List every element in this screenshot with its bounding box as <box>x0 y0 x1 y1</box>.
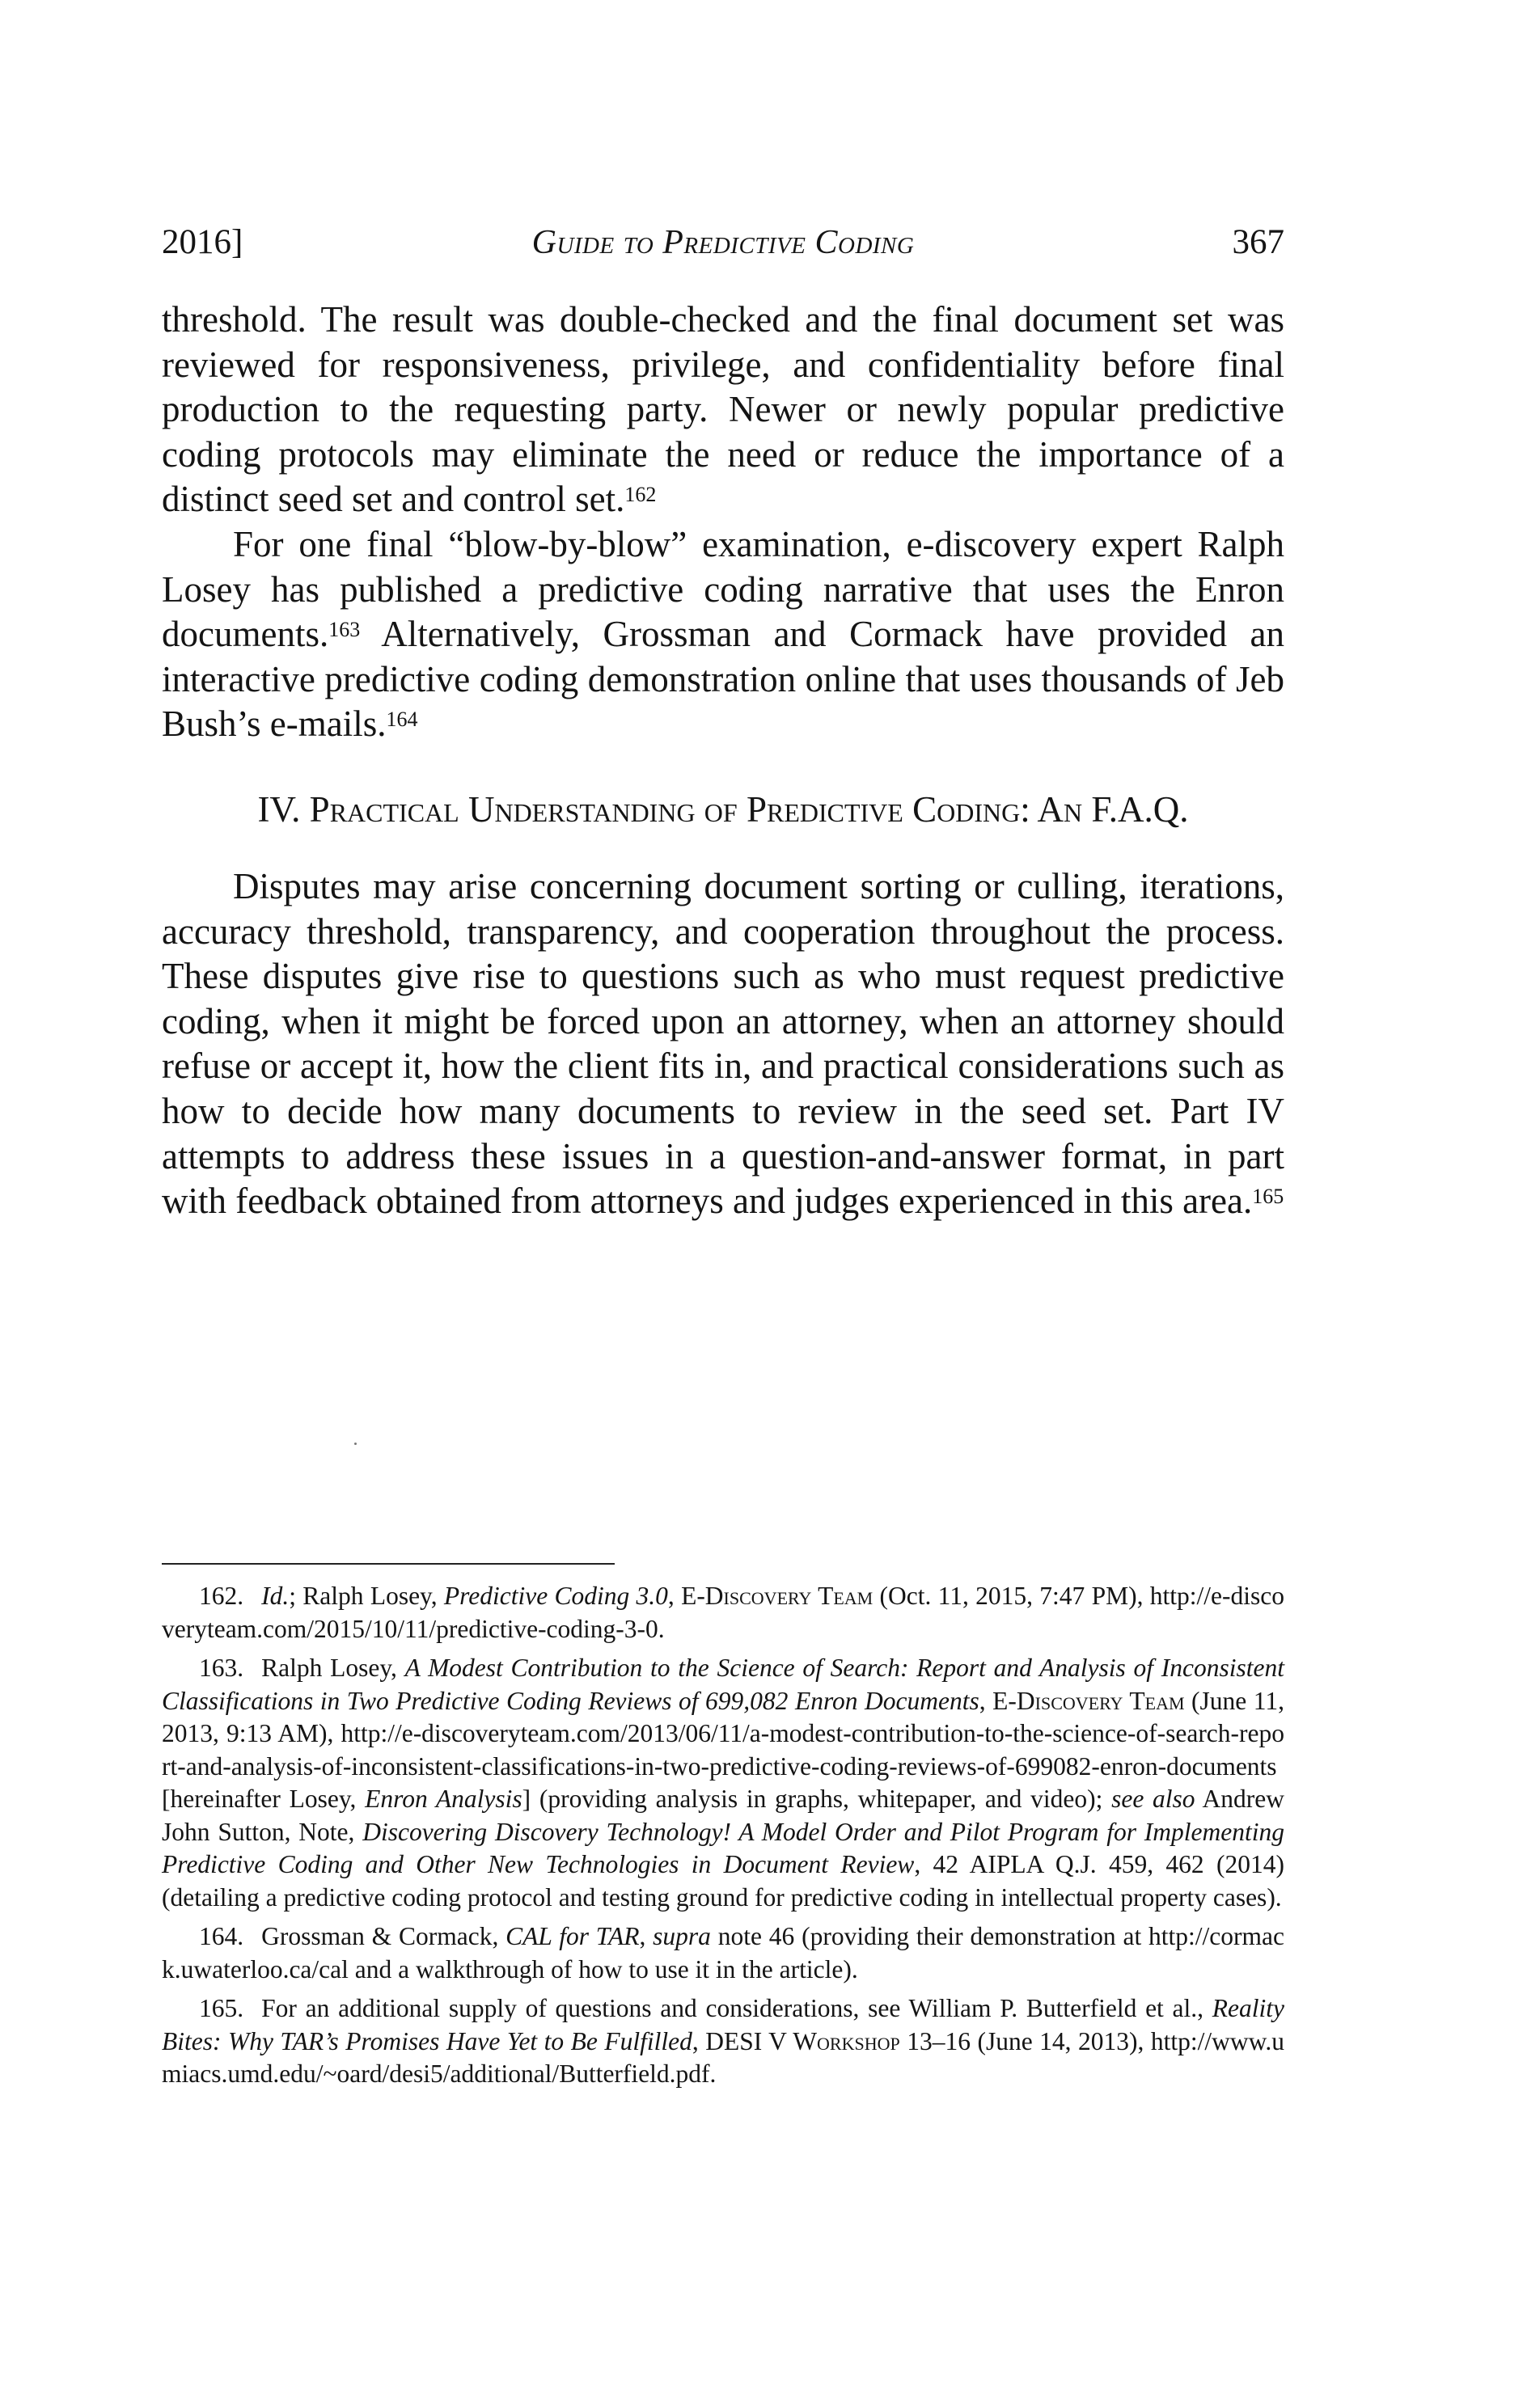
footnote-ref-162: 162 <box>624 483 657 507</box>
footnote-text: and a walkthrough of how to use it in the article). <box>348 1954 858 1983</box>
citation-title: Reality Bites: Why TAR’s Promises Have Yet to Be Fulfilled <box>162 1994 1284 2055</box>
citation-url[interactable]: http://e-discoveryteam.com/2013/06/11/a-modest-contribution-to-the-science-of-search-report-and-analysis-of-inconsistent-classifications-in-two-predictive-coding-reviews-of-699082-enron-documents <box>162 1719 1284 1781</box>
supra-signal: supra <box>653 1922 711 1950</box>
footnote-text: ; Ralph Losey, <box>289 1582 444 1610</box>
short-title: Enron Analysis <box>365 1785 522 1813</box>
footnote-162 <box>162 1580 1284 1645</box>
header-year: 2016] <box>162 223 243 261</box>
footnote-ref-165: 165 <box>1252 1185 1284 1209</box>
paragraph-2 <box>162 522 1284 747</box>
citation-title: CAL for TAR <box>505 1922 640 1950</box>
footnote-text: 13–16 (June 14, 2013), <box>899 2026 1151 2055</box>
footnote-number: 165. <box>199 1994 244 2022</box>
citation-source: E-Discovery Team <box>992 1686 1185 1715</box>
footnotes <box>162 1580 1284 2097</box>
running-header <box>162 220 1284 265</box>
footnote-text: , <box>639 1922 654 1950</box>
header-title: Guide to Predictive Coding <box>531 224 915 261</box>
page <box>162 0 1284 2408</box>
footnote-text: Grossman & Cormack, <box>261 1922 506 1950</box>
footnote-text: , <box>692 2026 706 2055</box>
citation-url[interactable]: http://e-discoveryteam.com/2015/10/11/predictive-coding-3-0 <box>162 1582 1284 1643</box>
footnote-text: Andrew John Sutton, Note, <box>162 1785 1285 1846</box>
footnote-text: note 46 (providing their demonstration at <box>710 1922 1149 1950</box>
stray-mark <box>354 1443 357 1445</box>
section-heading: IV. Practical Understanding of Predictive Coding: An F.A.Q. <box>257 788 1189 830</box>
footnote-text: (June 11, 2013, 9:13 AM), <box>162 1686 1284 1747</box>
citation-url[interactable]: http://cormack.uwaterloo.ca/cal <box>162 1922 1284 1983</box>
footnote-text: , 42 AIPLA Q.J. 459, 462 (2014) (detailing a predictive coding protocol and testing ground for predictive coding in intellectual property cases). <box>162 1850 1284 1912</box>
footnote-text: For an additional supply of questions and considerations, see William P. Butterfield et al., <box>261 1994 1212 2022</box>
footnote-number: 164. <box>199 1922 244 1950</box>
citation-source: E-Discovery Team <box>681 1582 873 1610</box>
paragraph-2-text-b: Alternatively, Grossman and Cormack have provided an interactive predictive coding demonstration online that uses thousands of Jeb Bush’s e-mails. <box>162 614 1284 745</box>
paragraph-2-text-a: For one final “blow-by-blow” examination, e-discovery expert Ralph Losey has published a predictive coding narrative that uses the Enron documents. <box>162 523 1284 655</box>
body-text <box>162 298 1284 1224</box>
paragraph-3-text: Disputes may arise concerning document sorting or culling, iterations, accuracy threshold, transparency, and cooperation throughout the process. These disputes give rise to questions such as who must request predictive coding, when it might be forced upon an attorney, when an attorney should refuse or accept it, how the client fits in, and practical considerations such as how to decide how many documents to review in the seed set. Part IV attempts to address these issues in a question-and-answer format, in part with feedback obtained from attorneys and judges experienced in this area. <box>162 865 1284 1222</box>
footnote-text: ] (providing analysis in graphs, whitepaper, and video); <box>522 1785 1112 1813</box>
footnote-163 <box>162 1652 1284 1914</box>
footnote-text: . <box>709 2059 717 2088</box>
footnote-text: , <box>667 1582 682 1610</box>
citation-title: A Modest Contribution to the Science of Search: Report and Analysis of Inconsistent Classifications in Two Predictive Coding Reviews of 699,082 Enron Documents <box>162 1654 1284 1715</box>
footnote-ref-163: 163 <box>328 618 361 642</box>
footnote-text: , <box>979 1686 993 1715</box>
footnote-text: [hereinafter Losey, <box>162 1785 366 1813</box>
footnote-165 <box>162 1992 1284 2091</box>
footnote-number: 162. <box>199 1582 244 1610</box>
footnote-text: Ralph Losey, <box>261 1654 405 1682</box>
citation-title: Predictive Coding 3.0 <box>443 1582 668 1610</box>
footnote-number: 163. <box>199 1654 244 1682</box>
citation-title-2: Discovering Discovery Technology! A Model Order and Pilot Program for Implementing Predictive Coding and Other New Technologies in Document Review <box>162 1817 1284 1878</box>
paragraph-1 <box>162 298 1284 522</box>
see-also-signal: see also <box>1111 1785 1195 1813</box>
citation-url[interactable]: http://www.umiacs.umd.edu/~oard/desi5/additional/Butterfield.pdf <box>162 2026 1285 2088</box>
header-page-number: 367 <box>1232 223 1284 261</box>
footnote-divider <box>162 1563 615 1565</box>
id-signal: Id. <box>261 1582 290 1610</box>
footnote-164 <box>162 1920 1284 1986</box>
footnote-text: (Oct. 11, 2015, 7:47 PM), <box>873 1582 1150 1610</box>
footnote-text: . <box>658 1614 665 1643</box>
citation-source: DESI V Workshop <box>705 2026 900 2055</box>
paragraph-3 <box>162 864 1284 1224</box>
paragraph-1-text: threshold. The result was double-checked and the final document set was reviewed for responsiveness, privilege, and confidentiality before final production to the requesting party. Newer or newly popular predictive coding protocols may eliminate the need or reduce the importance of a distinct seed set and control set. <box>162 299 1284 520</box>
footnote-ref-164: 164 <box>386 708 418 732</box>
